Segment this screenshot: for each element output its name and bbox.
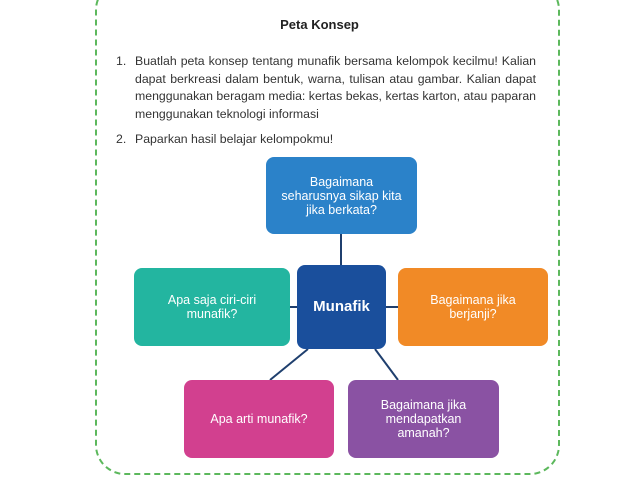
connector-bottom-left xyxy=(270,349,308,380)
concept-box-top: Bagaimana seharusnya sikap kita jika berkata? xyxy=(266,157,417,234)
instruction-number: 2. xyxy=(116,132,127,146)
concept-box-bottom-left: Apa arti munafik? xyxy=(184,380,334,458)
connector-bottom-right xyxy=(375,349,398,380)
concept-box-right: Bagaimana jika berjanji? xyxy=(398,268,548,346)
instruction-text: Paparkan hasil belajar kelompokmu! xyxy=(135,132,334,146)
concept-box-center: Munafik xyxy=(297,265,386,349)
concept-box-left: Apa saja ciri-ciri munafik? xyxy=(134,268,290,346)
instruction-number: 1. xyxy=(116,54,127,68)
instruction-text: Buatlah peta konsep tentang munafik bersama kelompok kecilmu! Kalian dapat berkreasi dalam bentuk, warna, tulisan atau gambar. Kalian dapat menggunakan beragam media: kertas bekas, kertas karton, atau paparan menggunakan teknologi informasi xyxy=(135,54,536,121)
section-title: Peta Konsep xyxy=(280,17,359,32)
concept-box-bottom-right: Bagaimana jika mendapatkan amanah? xyxy=(348,380,499,458)
